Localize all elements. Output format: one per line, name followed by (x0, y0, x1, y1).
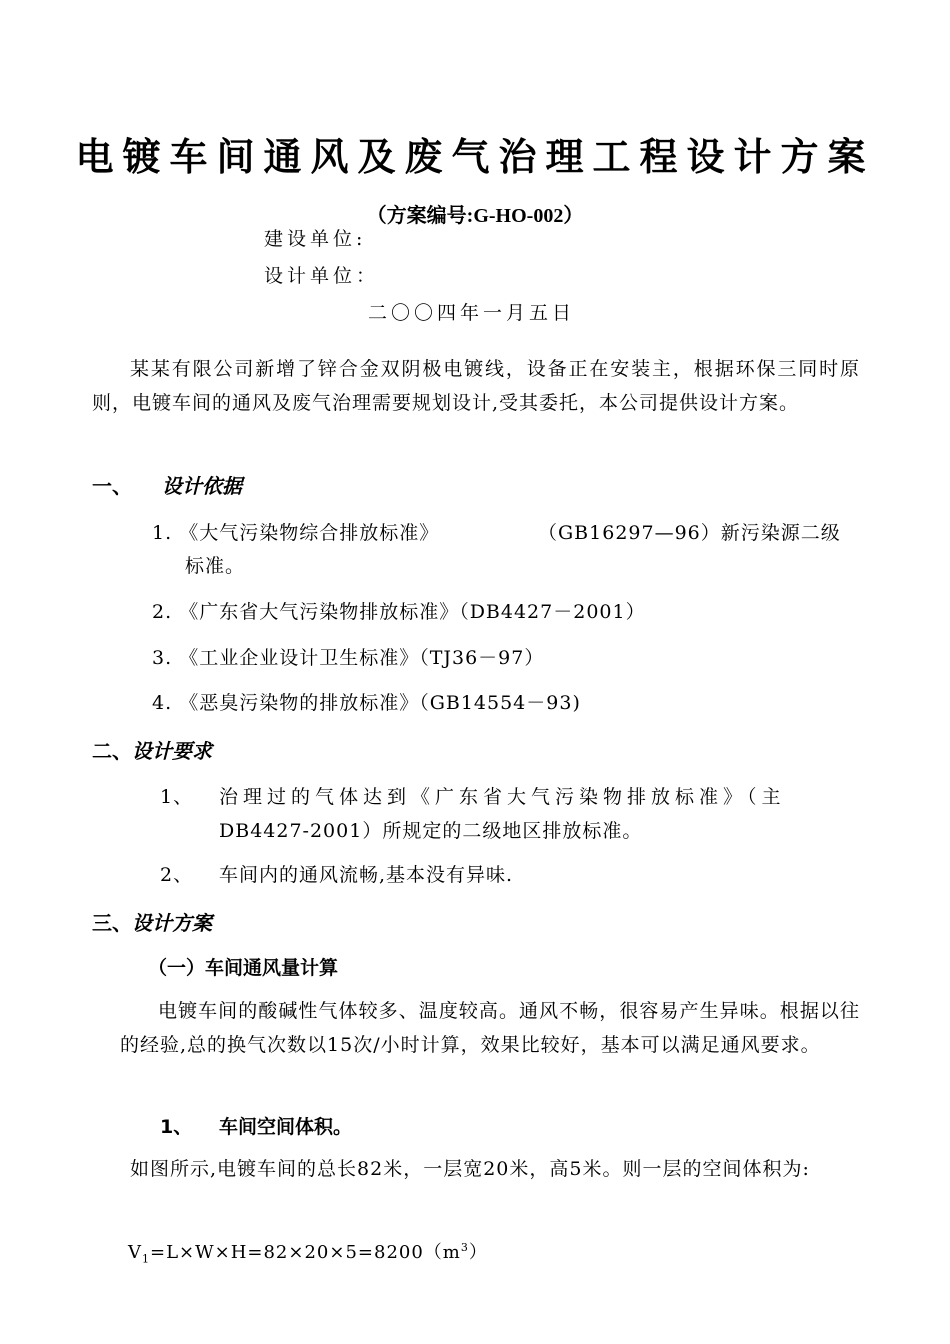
formula-variable: V (128, 1242, 142, 1263)
point-title: 车间空间体积。 (219, 1116, 353, 1138)
item-number: 2. (152, 601, 173, 623)
requirement-item-2-number: 2、 (160, 864, 194, 886)
plan-code: （方案编号:G-HO-002） (366, 205, 584, 227)
item-text: 《大气污染物综合排放标准》 (179, 522, 440, 544)
point-number: 1、 (160, 1116, 193, 1138)
section-number: 一、 (92, 474, 132, 498)
section-number: 二、 (92, 739, 132, 763)
formula-superscript: 3 (460, 1241, 469, 1254)
formula-subscript: 1 (142, 1252, 150, 1266)
intro-paragraph: 某某有限公司新增了锌合金双阴极电镀线，设备正在安装主，根据环保三同时原则，电镀车间的通风及废气治理需要规划设计,受其委托，本公司提供设计方案。 (92, 358, 860, 414)
item-number: 1. (152, 522, 173, 544)
document-title: 电镀车间通风及废气治理工程设计方案 (75, 134, 875, 179)
section-title: 设计依据 (162, 474, 242, 498)
section-title: 设计方案 (132, 911, 212, 935)
document-date: 二〇〇四年一月五日 (368, 302, 576, 324)
item-text: 《广东省大气污染物排放标准》（DB4427－2001） (179, 601, 646, 623)
basis-item-3 (152, 643, 544, 670)
volume-formula (128, 1238, 488, 1266)
requirement-item-2-text: 车间内的通风流畅,基本没有异味. (219, 864, 514, 886)
ventilation-paragraph: 电镀车间的酸碱性气体较多、温度较高。通风不畅，很容易产生异味。根据以往的经验,总的换气次数以15次/小时计算，效果比较好，基本可以满足通风要求。 (120, 1000, 860, 1056)
requirement-item-1-number: 1、 (160, 786, 194, 808)
basis-item-1-standard: （GB16297—96）新污染源二级 (538, 522, 841, 544)
item-text: 《工业企业设计卫生标准》（TJ36－97） (179, 647, 545, 669)
section-heading-requirements (92, 735, 212, 764)
section-heading-plan (92, 907, 212, 936)
basis-item-1 (152, 518, 439, 545)
requirement-item-1-text: 治理过的气体达到《广东省大气污染物排放标准》（主 (219, 786, 786, 808)
section-title: 设计要求 (132, 739, 212, 763)
basis-item-1-continuation: 标准。 (185, 555, 246, 577)
formula-end: ） (468, 1242, 488, 1263)
section-heading-basis (92, 470, 242, 499)
sub-heading-ventilation: （一）车间通风量计算 (148, 957, 339, 979)
builder-label: 建设单位: (264, 228, 367, 250)
requirement-item-1-continuation: DB4427-2001）所规定的二级地区排放标准。 (219, 820, 643, 842)
basis-item-2 (152, 597, 646, 624)
item-number: 4. (152, 692, 173, 714)
item-text: 《恶臭污染物的排放标准》（GB14554－93) (179, 692, 581, 714)
formula-body: =L×W×H=82×20×5=8200（m (150, 1242, 461, 1263)
item-number: 3. (152, 647, 173, 669)
basis-item-4 (152, 688, 581, 715)
designer-label: 设计单位： (264, 265, 380, 287)
volume-paragraph: 如图所示,电镀车间的总长82米，一层宽20米，高5米。则一层的空间体积为: (130, 1158, 810, 1180)
section-number: 三、 (92, 911, 132, 935)
